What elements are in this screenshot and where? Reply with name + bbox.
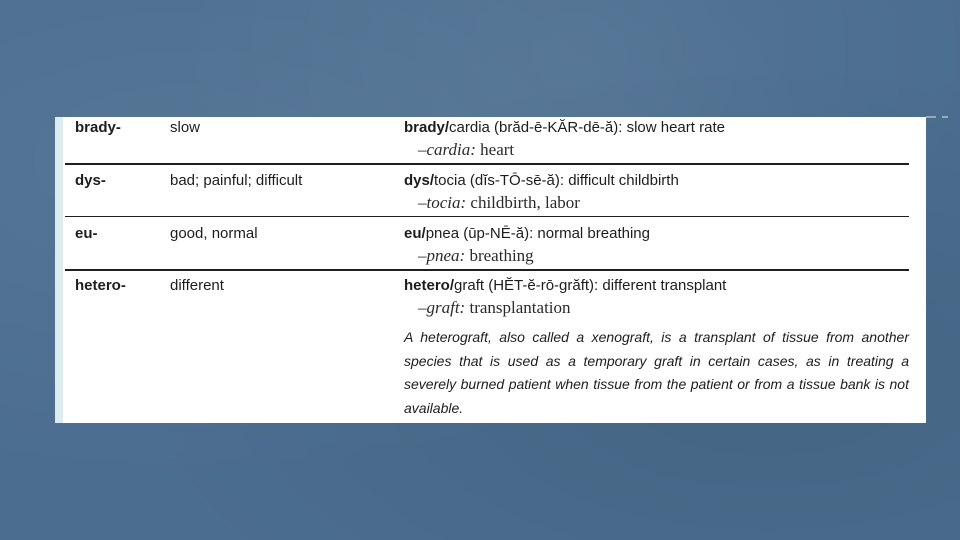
suffix-term: –pnea: (418, 246, 466, 265)
suffix-line (418, 297, 571, 319)
prefix-meaning: good, normal (170, 225, 258, 242)
prefix-meaning: bad; painful; difficult (170, 172, 303, 189)
example-root: dys/ (404, 172, 435, 189)
terminology-table (55, 117, 926, 423)
example-definition: pnea (ūp-NĒ-ă): normal breathing (425, 225, 650, 242)
suffix-meaning: childbirth, labor (470, 193, 580, 212)
example-root: eu/ (404, 225, 426, 242)
suffix-term: –tocia: (418, 193, 467, 212)
suffix-meaning: breathing (469, 246, 534, 265)
table-row (63, 224, 909, 270)
example-root: brady/ (404, 119, 450, 136)
prefix-term: dys- (75, 172, 106, 189)
example-word (404, 118, 725, 138)
table-row (63, 118, 909, 164)
suffix-line (418, 245, 534, 267)
row-divider (65, 163, 909, 165)
prefix-meaning: slow (170, 119, 201, 136)
table-row (63, 171, 909, 217)
prefix-meaning: different (170, 277, 224, 294)
suffix-meaning: transplantation (469, 298, 571, 317)
prefix-term: eu- (75, 225, 98, 242)
table-side-stripe (55, 117, 63, 423)
example-definition: graft (HĔT-ĕ-rō-grăft): different transplant (454, 277, 727, 294)
suffix-meaning: heart (480, 140, 515, 159)
row-divider (65, 216, 909, 217)
suffix-line (418, 139, 514, 161)
suffix-term: –cardia: (418, 140, 476, 159)
suffix-line (418, 192, 580, 214)
prefix-term: brady- (75, 119, 121, 136)
example-definition: cardia (brăd-ē-KĂR-dē-ă): slow heart rate (449, 119, 725, 136)
example-word (404, 224, 650, 244)
example-root: hetero/ (404, 277, 455, 294)
heterograft-note: A heterograft, also called a xenograft, is a transplant of tissue from another species that is used as a temporary graft in certain cases, as in treating a severely burned patient when tissue from the patient or from a tissue bank is not available. (404, 329, 909, 416)
example-word (404, 171, 679, 191)
example-word (404, 276, 726, 296)
corner-dash-mark (926, 112, 956, 122)
example-definition: tocia (dĭs-TŌ-sē-ă): difficult childbirth (434, 172, 679, 189)
prefix-term: hetero- (75, 277, 126, 294)
suffix-term: –graft: (418, 298, 466, 317)
row-divider (65, 269, 909, 271)
